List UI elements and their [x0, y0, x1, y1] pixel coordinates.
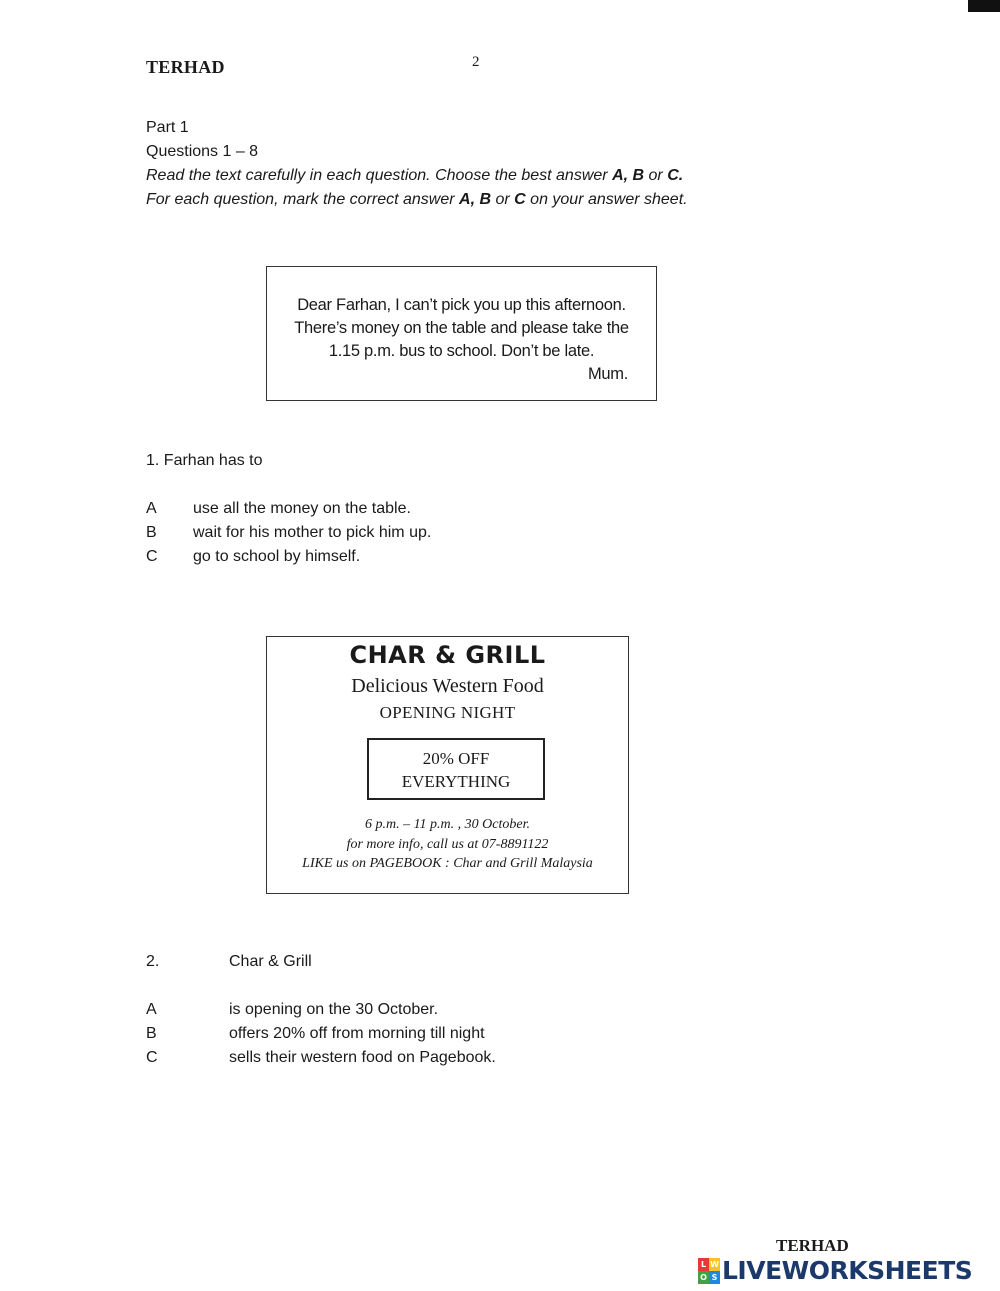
instruction-2-bold-ab: A, B — [459, 191, 492, 208]
discount-line-2: EVERYTHING — [401, 772, 511, 791]
note-line-1: Dear Farhan, I can’t pick you up this afternoon. — [297, 296, 626, 314]
advert-subtitle: Delicious Western Food — [351, 675, 544, 697]
footer-classification: TERHAD — [776, 1236, 849, 1255]
q1-option-b-text: wait for his mother to pick him up. — [193, 524, 432, 541]
logo-tile-yellow: W — [710, 1259, 719, 1269]
logo-tile-green: O — [698, 1271, 709, 1284]
q2-option-a-letter: A — [146, 1001, 157, 1018]
instruction-2-or: or — [491, 191, 515, 208]
instruction-1-or: or — [644, 167, 668, 184]
instruction-line-2 — [146, 188, 688, 212]
discount-box — [367, 738, 545, 800]
q1-option-a-letter: A — [146, 500, 157, 517]
instruction-2-end: on your answer sheet. — [525, 191, 688, 208]
advert-contact: for more info, call us at 07-8891122 — [346, 836, 549, 852]
q2-option-c-letter: C — [146, 1049, 158, 1066]
logo-tile-red: L — [698, 1258, 709, 1271]
liveworksheets-logo[interactable] — [698, 1256, 972, 1285]
instruction-line-1 — [146, 164, 688, 188]
advert-box — [266, 636, 629, 894]
discount-line-1: 20% OFF — [422, 749, 490, 768]
q2-option-b-text: offers 20% off from morning till night — [229, 1025, 485, 1042]
logo-tile-blue: S — [709, 1271, 720, 1284]
q1-option-a-text: use all the money on the table. — [193, 500, 411, 517]
q2-option-c-text: sells their western food on Pagebook. — [229, 1049, 496, 1066]
liveworksheets-wordmark: LIVEWORKSHEETS — [722, 1256, 973, 1285]
q2-option-a-text: is opening on the 30 October. — [229, 1001, 439, 1018]
note-line-2: There’s money on the table and please take the — [294, 319, 629, 337]
q2-option-b-letter: B — [146, 1025, 157, 1042]
q1-option-b-letter: B — [146, 524, 157, 541]
questions-range: Questions 1 – 8 — [146, 143, 259, 160]
question-2-stem: Char & Grill — [229, 953, 312, 970]
advert-social: LIKE us on PAGEBOOK : Char and Grill Malaysia — [302, 856, 593, 871]
instruction-2-text: For each question, mark the correct answer — [146, 191, 460, 208]
instructions-block — [146, 116, 688, 212]
question-1-stem: 1. Farhan has to — [146, 452, 263, 469]
advert-event: OPENING NIGHT — [379, 703, 516, 722]
instruction-2-bold-c: C — [514, 191, 526, 208]
note-line-3: 1.15 p.m. bus to school. Don’t be late. — [328, 342, 595, 360]
part-label: Part 1 — [146, 119, 189, 136]
advert-time: 6 p.m. – 11 p.m. , 30 October. — [364, 817, 530, 832]
note-box — [266, 266, 657, 401]
question-2-number: 2. — [146, 953, 160, 970]
instruction-1-bold-c: C. — [667, 167, 684, 184]
instruction-1-text: Read the text carefully in each question. Choose the best answer — [146, 167, 613, 184]
advert-info — [267, 815, 628, 874]
page-number: 2 — [472, 54, 480, 70]
advert-title: CHAR & GRILL — [349, 641, 546, 669]
q1-option-c-letter: C — [146, 548, 158, 565]
instruction-1-bold-ab: A, B — [612, 167, 645, 184]
note-signature: Mum. — [587, 365, 628, 383]
liveworksheets-icon — [698, 1258, 720, 1284]
corner-scan-mark — [968, 0, 1000, 12]
q1-option-c-text: go to school by himself. — [193, 548, 361, 565]
header-classification: TERHAD — [146, 57, 225, 77]
